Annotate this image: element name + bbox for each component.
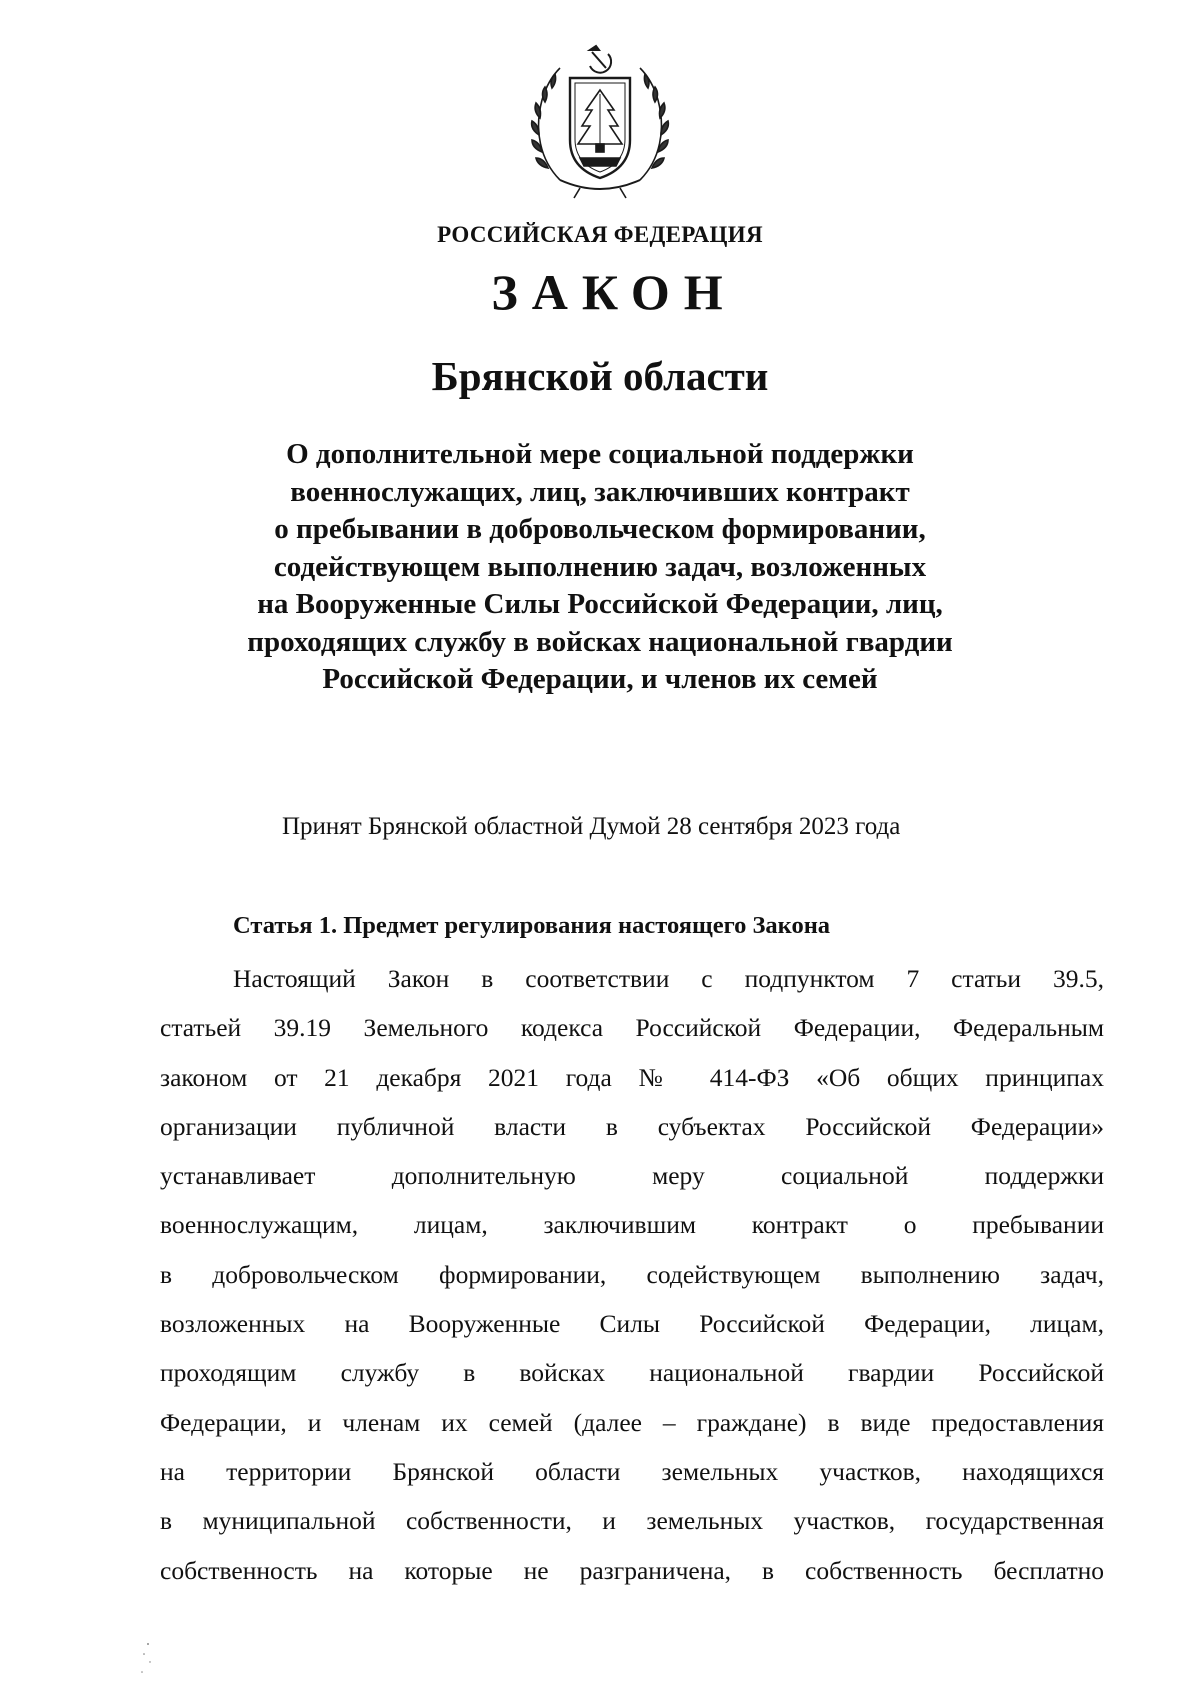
paragraph-line: Федерации, и членам их семей (далее – граждане) в виде предоставления [160,1407,1104,1437]
paragraph-line: военнослужащим, лицам, заключившим контракт о пребывании [160,1210,1104,1240]
paragraph-line: Настоящий Закон в соответствии с подпунктом 7 статьи 39.5, [233,964,1104,993]
law-title-line: проходящих службу в войсках национальной гвардии [247,625,953,658]
paragraph-line: на территории Брянской области земельных участков, находящихся [160,1456,1104,1486]
law-title-line: содействующем выполнению задач, возложенных [273,550,927,583]
paragraph-line: собственность на которые не разграничена, в собственность бесплатно [160,1555,1104,1585]
law-title-line: на Вооруженные Силы Российской Федерации, лиц, [257,588,943,620]
paragraph-line: устанавливает дополнительную меру социальной поддержки [160,1161,1104,1191]
paragraph-line: проходящим службу в войсках национальной гвардии Российской [160,1358,1104,1388]
scan-specks [138,1640,158,1690]
paragraph-line: законом от 21 декабря 2021 года № 414-ФЗ «Об общих принципах [160,1062,1104,1092]
country-name: РОССИЙСКАЯ ФЕДЕРАЦИЯ [437,222,763,247]
paragraph-line: в муниципальной собственности, и земельных участков, государственная [160,1506,1104,1536]
law-heading: ЗАКОН [491,264,737,320]
law-title [170,436,1030,699]
region-name: Брянской области [431,353,769,399]
law-title-line: военнослужащих, лиц, заключивших контракт [290,475,910,508]
adoption-statement: Принят Брянской областной Думой 28 сентября 2023 года [282,813,901,840]
bryansk-oblast-coat-of-arms-icon [520,40,680,200]
paragraph-line: организации публичной власти в субъектах Российской Федерации» [160,1111,1104,1141]
law-title-line: О дополнительной мере социальной поддержки [286,438,914,470]
law-title-line: о пребывании в добровольческом формировании, [274,513,926,545]
law-title-line: Российской Федерации, и членов их семей [322,663,878,695]
paragraph-line: возложенных на Вооруженные Силы Российской Федерации, лицам, [160,1309,1104,1339]
article-paragraph [160,954,1104,1595]
article-heading: Статья 1. Предмет регулирования настоящего Закона [233,911,831,939]
paragraph-line: в добровольческом формировании, содействующем выполнению задач, [160,1259,1104,1289]
paragraph-line: статьей 39.19 Земельного кодекса Российской Федерации, Федеральным [160,1013,1104,1043]
